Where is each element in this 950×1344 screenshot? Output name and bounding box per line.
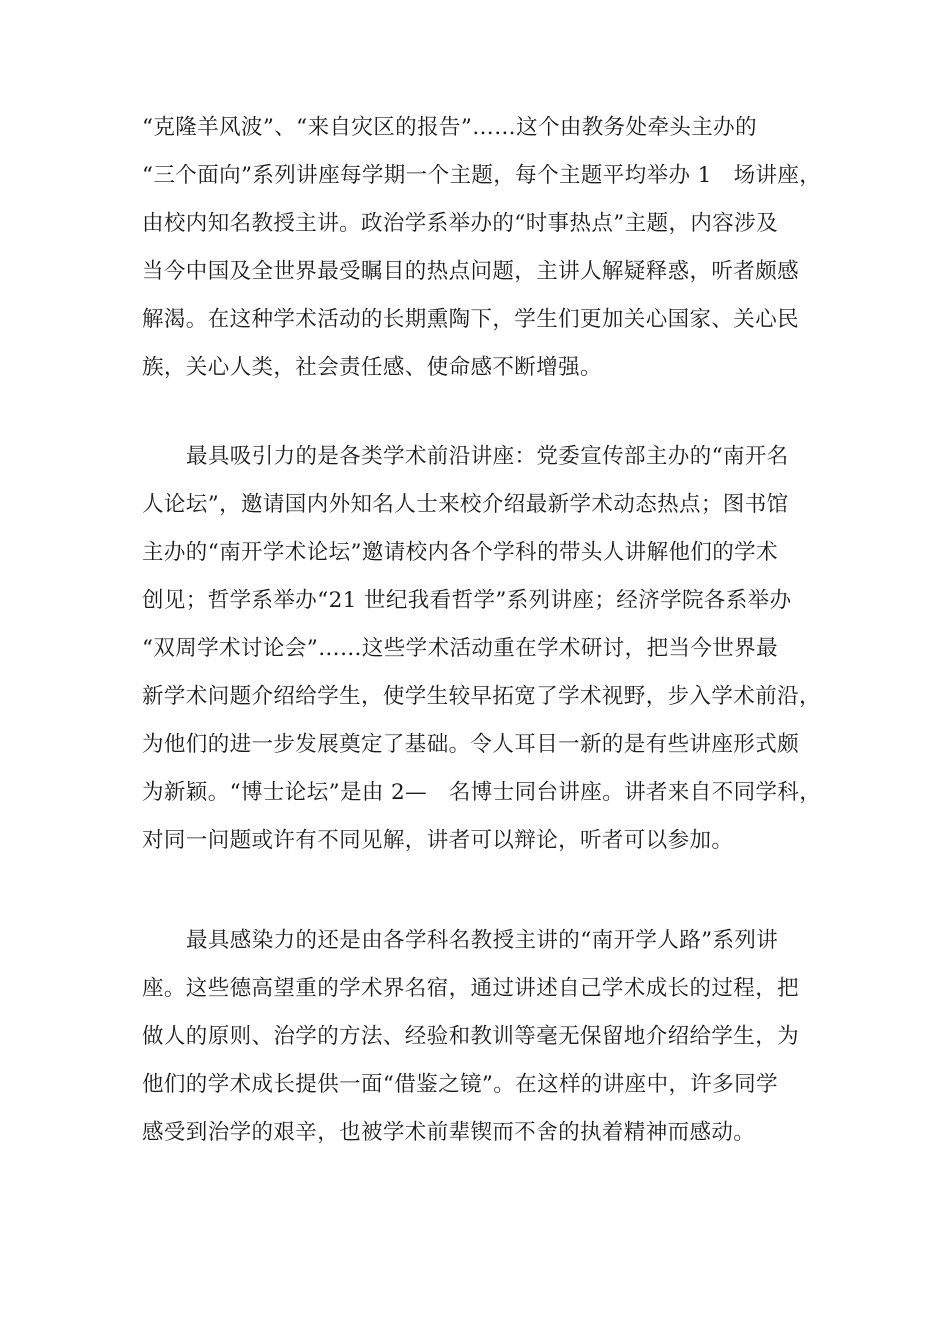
- text-line: 主办的“南开学术论坛”邀请校内各个学科的带头人讲解他们的学术: [142, 540, 778, 565]
- text-line: “三个面向”系列讲座每学期一个主题，每个主题平均举办 1 场讲座，: [142, 163, 822, 188]
- text-line: 为新颖。“博士论坛”是由 2— 名博士同台讲座。讲者来自不同学科，: [142, 780, 822, 805]
- text-line: 解渴。在这种学术活动的长期熏陶下，学生们更加关心国家、关心民: [142, 307, 800, 332]
- text-line: 创见；哲学系举办“21 世纪我看哲学”系列讲座；经济学院各系举办: [142, 588, 792, 613]
- text-line: 最具吸引力的是各类学术前沿讲座：党委宣传部主办的“南开名: [186, 444, 789, 469]
- paragraph-lecture-themes: [142, 104, 822, 392]
- text-line: “双周学术讨论会”……这些学术活动重在学术研讨，把当今世界最: [142, 636, 778, 661]
- text-line: 对同一问题或许有不同见解，讲者可以辩论，听者可以参加。: [142, 828, 734, 853]
- text-line: 当今中国及全世界最受瞩目的热点问题，主讲人解疑释惑，听者颇感: [142, 259, 800, 284]
- text-line: 人论坛”，邀请国内外知名人士来校介绍最新学术动态热点；图书馆: [142, 492, 789, 517]
- text-line: 他们的学术成长提供一面“借鉴之镜”。在这样的讲座中，许多同学: [142, 1072, 778, 1097]
- text-line: 感受到治学的艰辛，也被学术前辈锲而不舍的执着精神而感动。: [142, 1120, 756, 1145]
- text-line: 最具感染力的还是由各学科名教授主讲的“南开学人路”系列讲: [186, 928, 779, 953]
- text-line: 为他们的进一步发展奠定了基础。令人耳目一新的是有些讲座形式颇: [142, 732, 800, 757]
- text-line: 做人的原则、治学的方法、经验和教训等毫无保留地介绍给学生，为: [142, 1024, 800, 1049]
- text-line: 座。这些德高望重的学术界名宿，通过讲述自己学术成长的过程，把: [142, 976, 800, 1001]
- text-line: “克隆羊风波”、“来自灾区的报告”……这个由教务处牵头主办的: [142, 115, 757, 140]
- paragraph-scholar-path: [142, 917, 822, 1157]
- text-line: 族，关心人类，社会责任感、使命感不断增强。: [142, 355, 602, 380]
- paragraph-frontier-lectures: [142, 433, 822, 865]
- text-line: 新学术问题介绍给学生，使学生较早拓宽了学术视野，步入学术前沿，: [142, 684, 821, 709]
- text-line: 由校内知名教授主讲。政治学系举办的“时事热点”主题，内容涉及: [142, 211, 778, 236]
